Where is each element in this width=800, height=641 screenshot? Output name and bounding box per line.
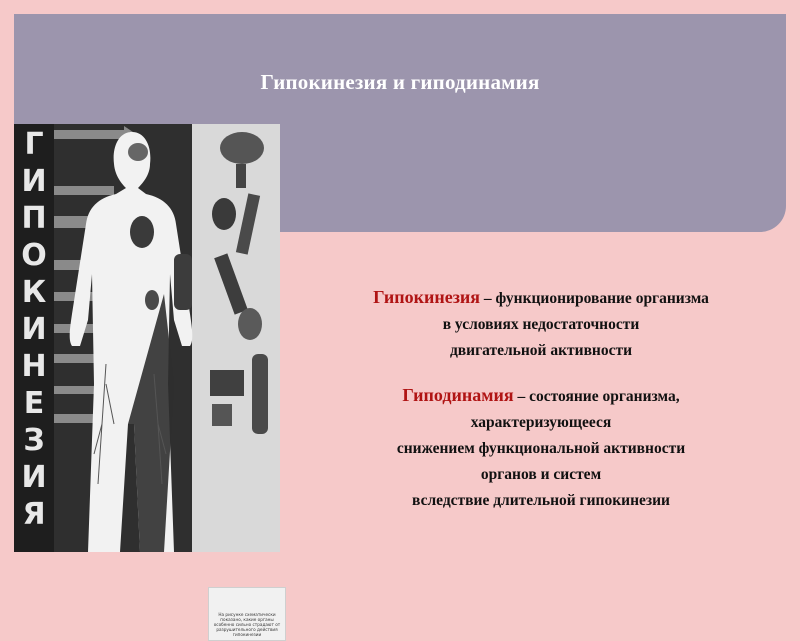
hypokinesia-line-1 xyxy=(282,284,800,312)
svg-text:Н: Н xyxy=(21,349,47,384)
hypodynamia-line-1-rest: – состояние организма, xyxy=(513,388,680,405)
hypokinesia-line-3: двигательной активности xyxy=(449,342,633,359)
svg-text:Г: Г xyxy=(24,127,44,162)
svg-text:З: З xyxy=(23,423,45,458)
hypodynamia-term: Гиподинамия xyxy=(402,385,514,405)
hypodynamia-line-5: вследствие длительной гипокинезии xyxy=(412,492,670,509)
svg-text:Е: Е xyxy=(23,386,45,421)
hypodynamia-line-2: характеризующееся xyxy=(470,414,612,431)
hypodynamia-definition xyxy=(282,382,800,514)
hypodynamia-line-1 xyxy=(282,382,800,410)
svg-text:К: К xyxy=(21,275,47,310)
hypokinesia-line-1-rest: – функционирование организма xyxy=(480,290,709,307)
hypokinesia-line-2: в условиях недостаточности xyxy=(442,316,640,333)
svg-text:И: И xyxy=(21,312,47,347)
hypokinesia-definition xyxy=(282,284,800,364)
slide-title: Гипокинезия и гиподинамия xyxy=(260,70,540,94)
svg-text:О: О xyxy=(21,238,47,273)
definitions-text xyxy=(282,284,800,514)
svg-text:И: И xyxy=(21,460,47,495)
anatomy-poster-image xyxy=(14,124,281,637)
hypodynamia-line-4: органов и систем xyxy=(480,466,602,483)
hypodynamia-line-3: снижением функциональной активности xyxy=(396,440,686,457)
svg-text:П: П xyxy=(21,201,47,236)
anatomy-illustration xyxy=(14,124,280,552)
svg-text:И: И xyxy=(21,164,47,199)
poster-note-card: На рисунке схематически показано, какие органы особенно сильно страдают от разрушительного действия гипокинезии xyxy=(208,587,286,641)
svg-text:Я: Я xyxy=(22,497,46,532)
hypokinesia-term: Гипокинезия xyxy=(373,287,481,307)
definitions-spacer xyxy=(282,364,800,382)
